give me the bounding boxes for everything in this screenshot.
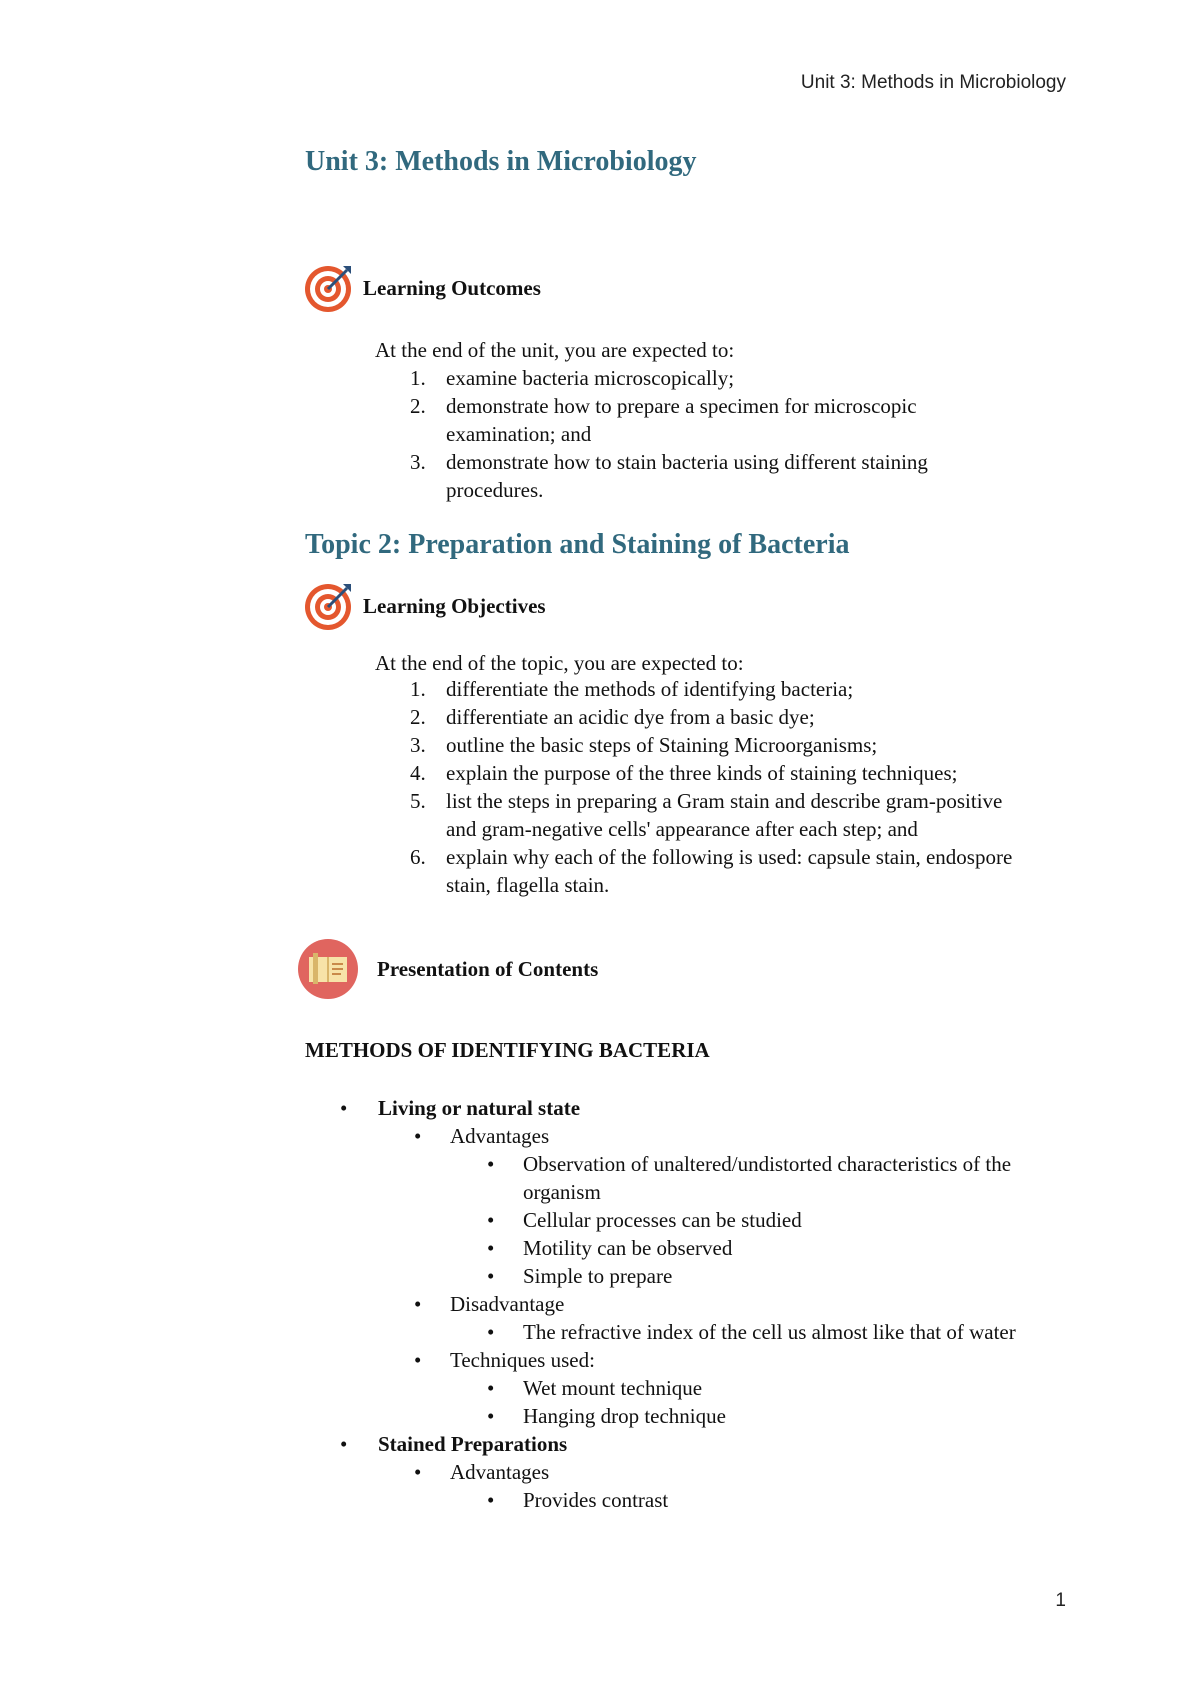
methods-heading: METHODS OF IDENTIFYING BACTERIA bbox=[305, 1038, 710, 1062]
list-item: • Stained Preparations • Advantages • Provides contrast bbox=[340, 1430, 1060, 1514]
target-icon bbox=[303, 262, 355, 314]
running-header: Unit 3: Methods in Microbiology bbox=[800, 72, 1066, 93]
list-item: 5. list the steps in preparing a Gram stain and describe gram-positive and gram-negative cells' appearance after each step; and bbox=[410, 789, 1003, 841]
learning-outcomes-heading bbox=[303, 262, 541, 314]
methods-list bbox=[340, 1094, 1060, 1514]
learning-objectives-heading bbox=[303, 580, 546, 632]
list-item: 2. differentiate an acidic dye from a basic dye; bbox=[410, 705, 815, 729]
list-item: • Techniques used: • Wet mount technique • Hanging drop technique bbox=[414, 1346, 1060, 1430]
outcomes-list bbox=[375, 364, 1025, 504]
list-item: • Advantages • Observation of unaltered/undistorted characteristics of the organism • Cellular processes can be studied • Motility can be observed • Simple to prepare bbox=[414, 1122, 1060, 1290]
outcomes-intro: At the end of the unit, you are expected to: bbox=[375, 338, 735, 362]
page-number: 1 bbox=[1055, 1590, 1066, 1611]
list-item: • Disadvantage • The refractive index of the cell us almost like that of water bbox=[414, 1290, 1060, 1346]
target-icon bbox=[303, 580, 355, 632]
list-item: • The refractive index of the cell us almost like that of water bbox=[487, 1320, 1016, 1344]
list-item: 1. examine bacteria microscopically; bbox=[410, 366, 735, 390]
list-item: • Living or natural state • Advantages • Observation of unaltered/undistorted characteristics of the organism • Cellular processes can be studied • Motility can be observed • Simple to prepare • Disadvantage • The refractive index of the cell us almost like that of water • Techniques used: • Wet mount technique • Hanging drop technique bbox=[340, 1094, 1060, 1430]
presentation-heading bbox=[297, 938, 598, 1000]
list-item: 4. explain the purpose of the three kinds of staining techniques; bbox=[410, 761, 958, 785]
objectives-intro: At the end of the topic, you are expected to: bbox=[375, 651, 744, 675]
list-item: • Wet mount technique bbox=[487, 1376, 703, 1400]
list-item: 3. demonstrate how to stain bacteria using different staining procedures. bbox=[410, 450, 928, 502]
list-item: • Hanging drop technique bbox=[487, 1404, 726, 1428]
presentation-label: Presentation of Contents bbox=[377, 956, 599, 981]
list-item: 3. outline the basic steps of Staining Microorganisms; bbox=[410, 733, 878, 757]
objectives-list bbox=[375, 675, 1025, 899]
list-item: 2. demonstrate how to prepare a specimen for microscopic examination; and bbox=[410, 394, 917, 446]
list-item: 6. explain why each of the following is used: capsule stain, endospore stain, flagella stain. bbox=[410, 845, 1013, 897]
list-item: • Advantages • Provides contrast bbox=[414, 1458, 1060, 1514]
list-item: 1. differentiate the methods of identifying bacteria; bbox=[410, 677, 854, 701]
book-icon bbox=[297, 938, 359, 1000]
list-item: • Motility can be observed bbox=[487, 1236, 733, 1260]
learning-outcomes-label: Learning Outcomes bbox=[363, 275, 541, 300]
unit-title: Unit 3: Methods in Microbiology bbox=[305, 146, 697, 177]
list-item: • Simple to prepare bbox=[487, 1264, 673, 1288]
learning-objectives-label: Learning Objectives bbox=[363, 593, 546, 618]
topic-title: Topic 2: Preparation and Staining of Bacteria bbox=[305, 529, 850, 560]
list-item: • Cellular processes can be studied bbox=[487, 1208, 802, 1232]
list-item: • Provides contrast bbox=[487, 1488, 669, 1512]
list-item: • Observation of unaltered/undistorted characteristics of the organism bbox=[487, 1152, 1012, 1204]
